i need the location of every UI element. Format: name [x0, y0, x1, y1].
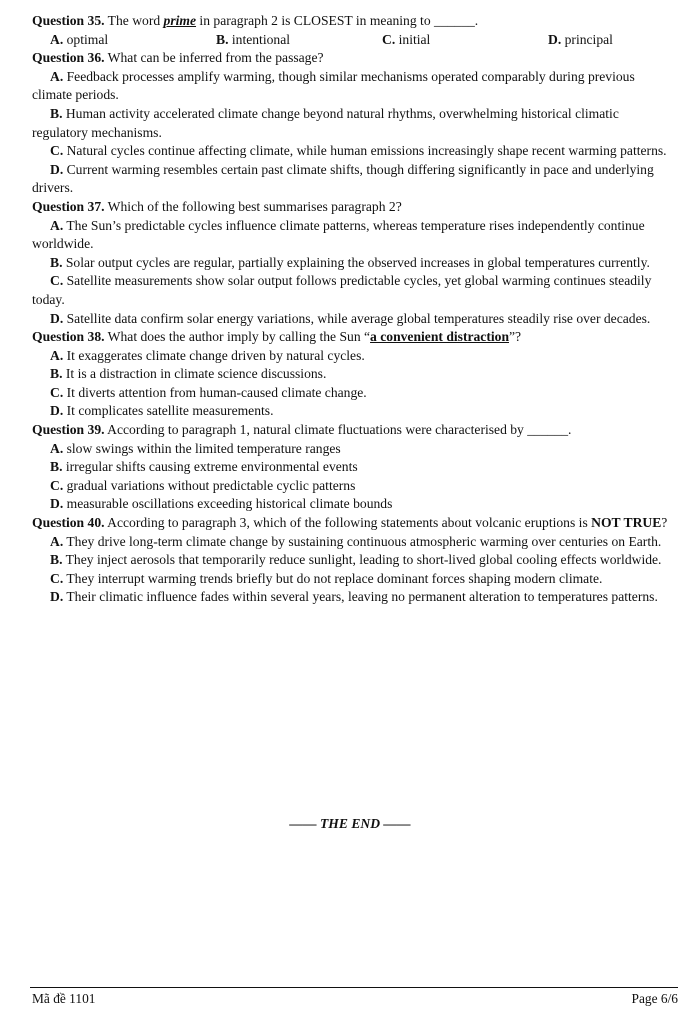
- question-39: Question 39. According to paragraph 1, natural climate fluctuations were characterised by ______.: [32, 422, 572, 438]
- option-a: A. optimal: [50, 31, 109, 47]
- option-a: A. slow swings within the limited temperature ranges: [50, 440, 341, 456]
- question-40: Question 40. According to paragraph 3, which of the following statements about volcanic eruptions is NOT TRUE?: [32, 515, 668, 531]
- option-a: A. It exaggerates climate change driven by natural cycles.: [50, 347, 365, 363]
- question-37: Question 37. Which of the following best summarises paragraph 2?: [32, 198, 402, 214]
- option-c: C. Natural cycles continue affecting climate, while human emissions increasingly shape recent warming patterns.: [50, 143, 667, 159]
- option-b: B. intentional: [216, 31, 291, 47]
- option-d: D. Current warming resembles certain past climate shifts, though differing significantly in pace and underlying drivers.: [32, 161, 654, 196]
- option-b: B. Solar output cycles are regular, partially explaining the observed increases in global temperatures currently.: [50, 254, 650, 270]
- option-b: B. irregular shifts causing extreme environmental events: [50, 459, 358, 475]
- question-38: Question 38. What does the author imply by calling the Sun “a convenient distraction”?: [32, 329, 522, 345]
- exam-content: [32, 12, 677, 607]
- option-c: C. They interrupt warming trends briefly but do not replace dominant forces shaping modern climate.: [50, 570, 603, 586]
- option-c: C. Satellite measurements show solar output follows predictable cycles, yet global warming continues steadily today.: [32, 273, 652, 307]
- the-end-marker: —— THE END ——: [289, 816, 411, 831]
- option-d: D. It complicates satellite measurements.: [50, 403, 274, 419]
- question-35: Question 35. The word prime in paragraph 2 is CLOSEST in meaning to ______.: [32, 13, 479, 28]
- q35-options: [32, 31, 677, 50]
- option-d: D. Their climatic influence fades within several years, leaving no permanent alteration to temperatures patterns.: [50, 589, 658, 605]
- quoted-phrase: a convenient distraction: [370, 329, 509, 345]
- option-b: B. Human activity accelerated climate change beyond natural rhythms, overwhelming historical climatic regulatory mechanisms.: [32, 105, 619, 140]
- option-b: B. They inject aerosols that temporarily reduce sunlight, leading to short-lived global cooling effects worldwide.: [50, 552, 662, 568]
- option-d: D. Satellite data confirm solar energy variations, while average global temperatures steadily rise over decades.: [50, 310, 651, 326]
- page-number: Page 6/6: [631, 991, 678, 1006]
- option-a: A. They drive long-term climate change by sustaining continuous atmospheric warming over centuries on Earth.: [50, 533, 662, 549]
- option-c: C. It diverts attention from human-caused climate change.: [50, 384, 367, 400]
- not-true-emphasis: NOT TRUE: [591, 515, 662, 531]
- option-d: D. measurable oscillations exceeding historical climate bounds: [50, 496, 393, 512]
- question-36: Question 36. What can be inferred from the passage?: [32, 50, 324, 66]
- option-c: C. initial: [382, 31, 431, 47]
- option-a: A. Feedback processes amplify warming, though similar mechanisms operated comparably during previous climate periods.: [32, 68, 635, 103]
- option-d: D. principal: [548, 31, 613, 47]
- option-c: C. gradual variations without predictable cyclic patterns: [50, 477, 356, 493]
- option-b: B. It is a distraction in climate science discussions.: [50, 366, 327, 382]
- exam-code: Mã đề 1101: [32, 991, 96, 1006]
- target-word: prime: [163, 13, 197, 28]
- option-a: A. The Sun’s predictable cycles influence climate patterns, whereas temperature rises independently continue worldwide.: [32, 217, 645, 252]
- footer-divider: [30, 987, 678, 988]
